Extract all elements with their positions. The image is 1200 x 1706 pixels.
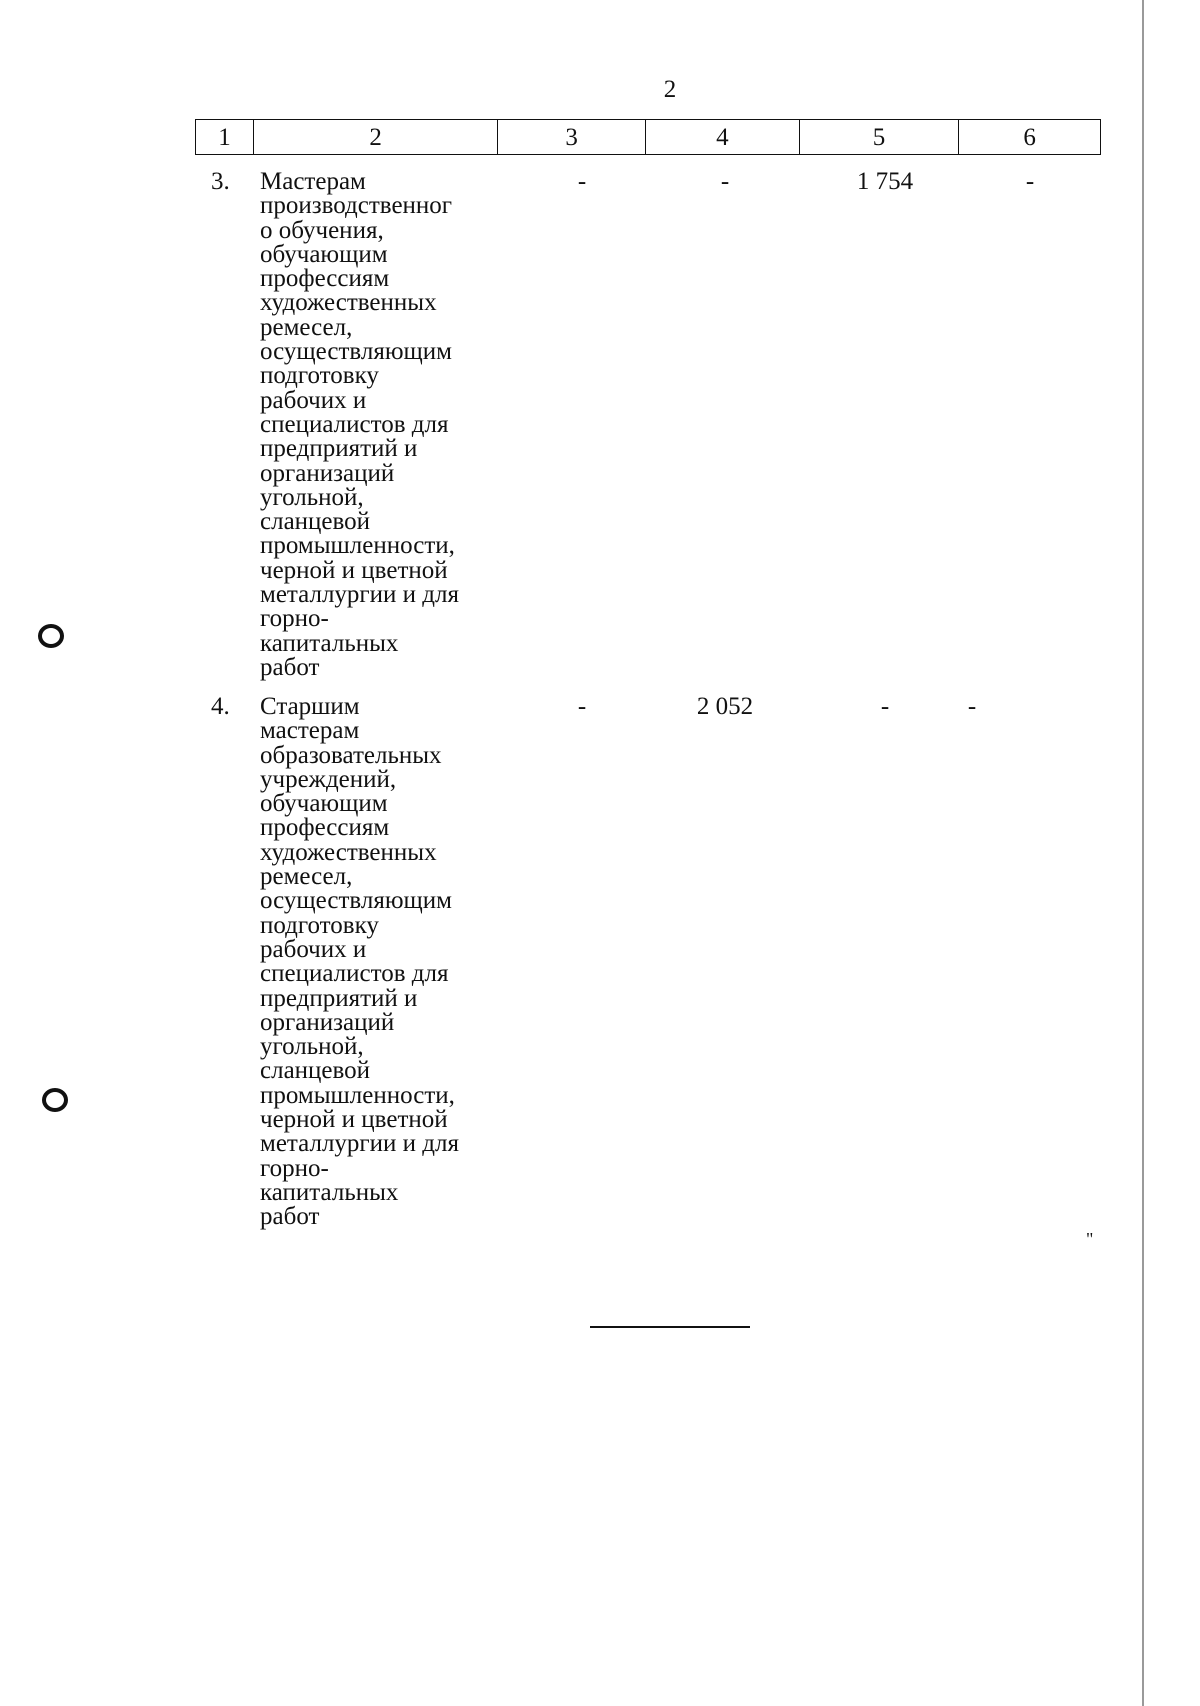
closing-quote: ": [1086, 1229, 1094, 1249]
header-cell-4: 4: [646, 120, 800, 154]
closing-line: [590, 1326, 750, 1328]
punch-hole-icon: [38, 624, 64, 648]
header-cell-1: 1: [196, 120, 254, 154]
page-edge: [1142, 0, 1144, 1706]
header-cell-2: 2: [254, 120, 498, 154]
row-col6-value: -: [1025, 168, 1035, 195]
row-description: Старшим мастерам образовательных учреждений, обучающим профессиям художественных ремесел, осуществляющим подготовку рабочих и специалистов для предприятий и организаций угольной, сланцевой промышленности, черной и цветной металлургии и для горно- капитальных работ: [260, 693, 459, 1231]
row-col3-value: -: [577, 168, 587, 195]
row-col4-value: 2 052: [696, 693, 754, 720]
header-cell-5: 5: [800, 120, 960, 154]
punch-hole-icon: [42, 1088, 68, 1112]
row-col6-value: -: [967, 693, 977, 720]
header-cell-6: 6: [1023, 124, 1036, 151]
row-col5-value: -: [880, 693, 890, 720]
header-cell-3: 3: [498, 120, 646, 154]
row-col3-value: -: [577, 693, 587, 720]
row-col5-value: 1 754: [856, 168, 914, 195]
table-header-row: [195, 119, 1101, 155]
row-number: 3.: [211, 168, 230, 195]
page-number: 2: [663, 76, 677, 103]
row-col4-value: -: [720, 168, 730, 195]
row-description: Мастерам производственног о обучения, обучающим профессиям художественных ремесел, осуществляющим подготовку рабочих и специалистов для предприятий и организаций угольной, сланцевой промышленности, черной и цветной металлургии и для горно- капитальных работ: [260, 168, 459, 681]
row-number: 4.: [211, 693, 230, 720]
